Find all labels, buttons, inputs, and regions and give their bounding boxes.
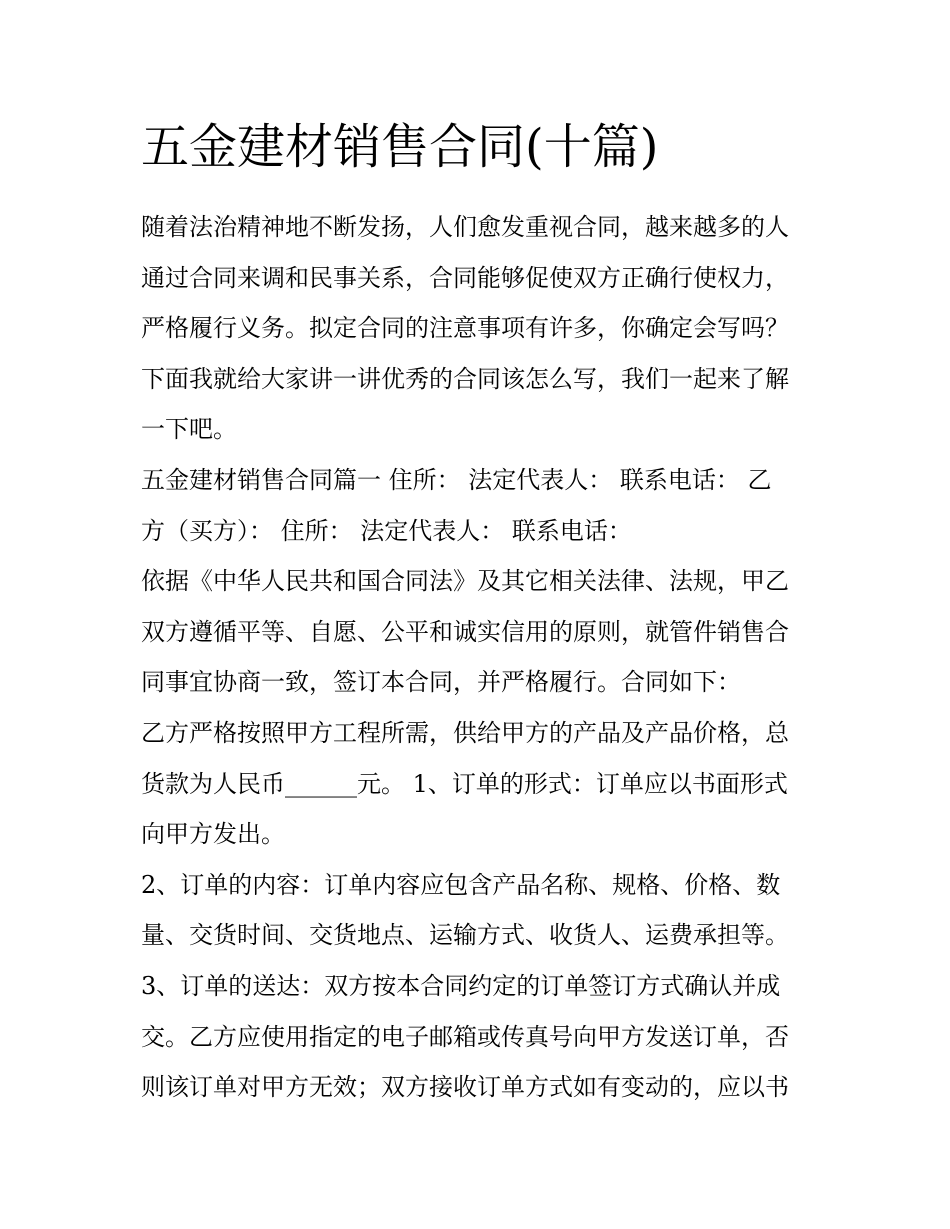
text-line: 下面我就给大家讲一讲优秀的合同该怎么写，我们一起来了解: [141, 364, 789, 393]
text-line: 交。乙方应使用指定的电子邮箱或传真号向甲方发送订单，否: [141, 1022, 789, 1051]
text-line: 同事宜协商一致，签订本合同，并严格履行。合同如下：: [141, 668, 741, 697]
text-line: 通过合同来调和民事关系，合同能够促使双方正确行使权力，: [141, 263, 789, 292]
text-line: 方（买方）： 住所： 法定代表人： 联系电话：: [141, 516, 632, 545]
text-line: 3、订单的送达：双方按本合同约定的订单签订方式确认并成: [141, 971, 781, 1000]
text-line: 则该订单对甲方无效；双方接收订单方式如有变动的，应以书: [141, 1073, 789, 1102]
text-line: 2、订单的内容：订单内容应包含产品名称、规格、价格、数: [141, 870, 781, 899]
document-title: 五金建材销售合同(十篇): [141, 119, 659, 175]
text-line: 一下吧。: [141, 415, 237, 444]
text-line: 乙方严格按照甲方工程所需，供给甲方的产品及产品价格，总: [141, 718, 789, 747]
text-line: 货款为人民币______元。 1、订单的形式：订单应以书面形式: [141, 769, 788, 798]
text-line: 向甲方发出。: [141, 820, 285, 849]
text-line: 随着法治精神地不断发扬，人们愈发重视合同，越来越多的人: [141, 213, 789, 241]
text-line: 量、交货时间、交货地点、运输方式、收货人、运费承担等。: [141, 921, 789, 950]
document-body: [141, 112, 813, 1113]
text-line: 五金建材销售合同篇一 住所： 法定代表人： 联系电话： 乙: [141, 465, 772, 494]
text-line: 依据《中华人民共和国合同法》及其它相关法律、法规，甲乙: [141, 567, 789, 596]
text-line: 双方遵循平等、自愿、公平和诚实信用的原则，就管件销售合: [141, 617, 789, 646]
text-line: 严格履行义务。拟定合同的注意事项有许多，你确定会写吗？: [141, 314, 789, 343]
document-text: [141, 202, 813, 1113]
